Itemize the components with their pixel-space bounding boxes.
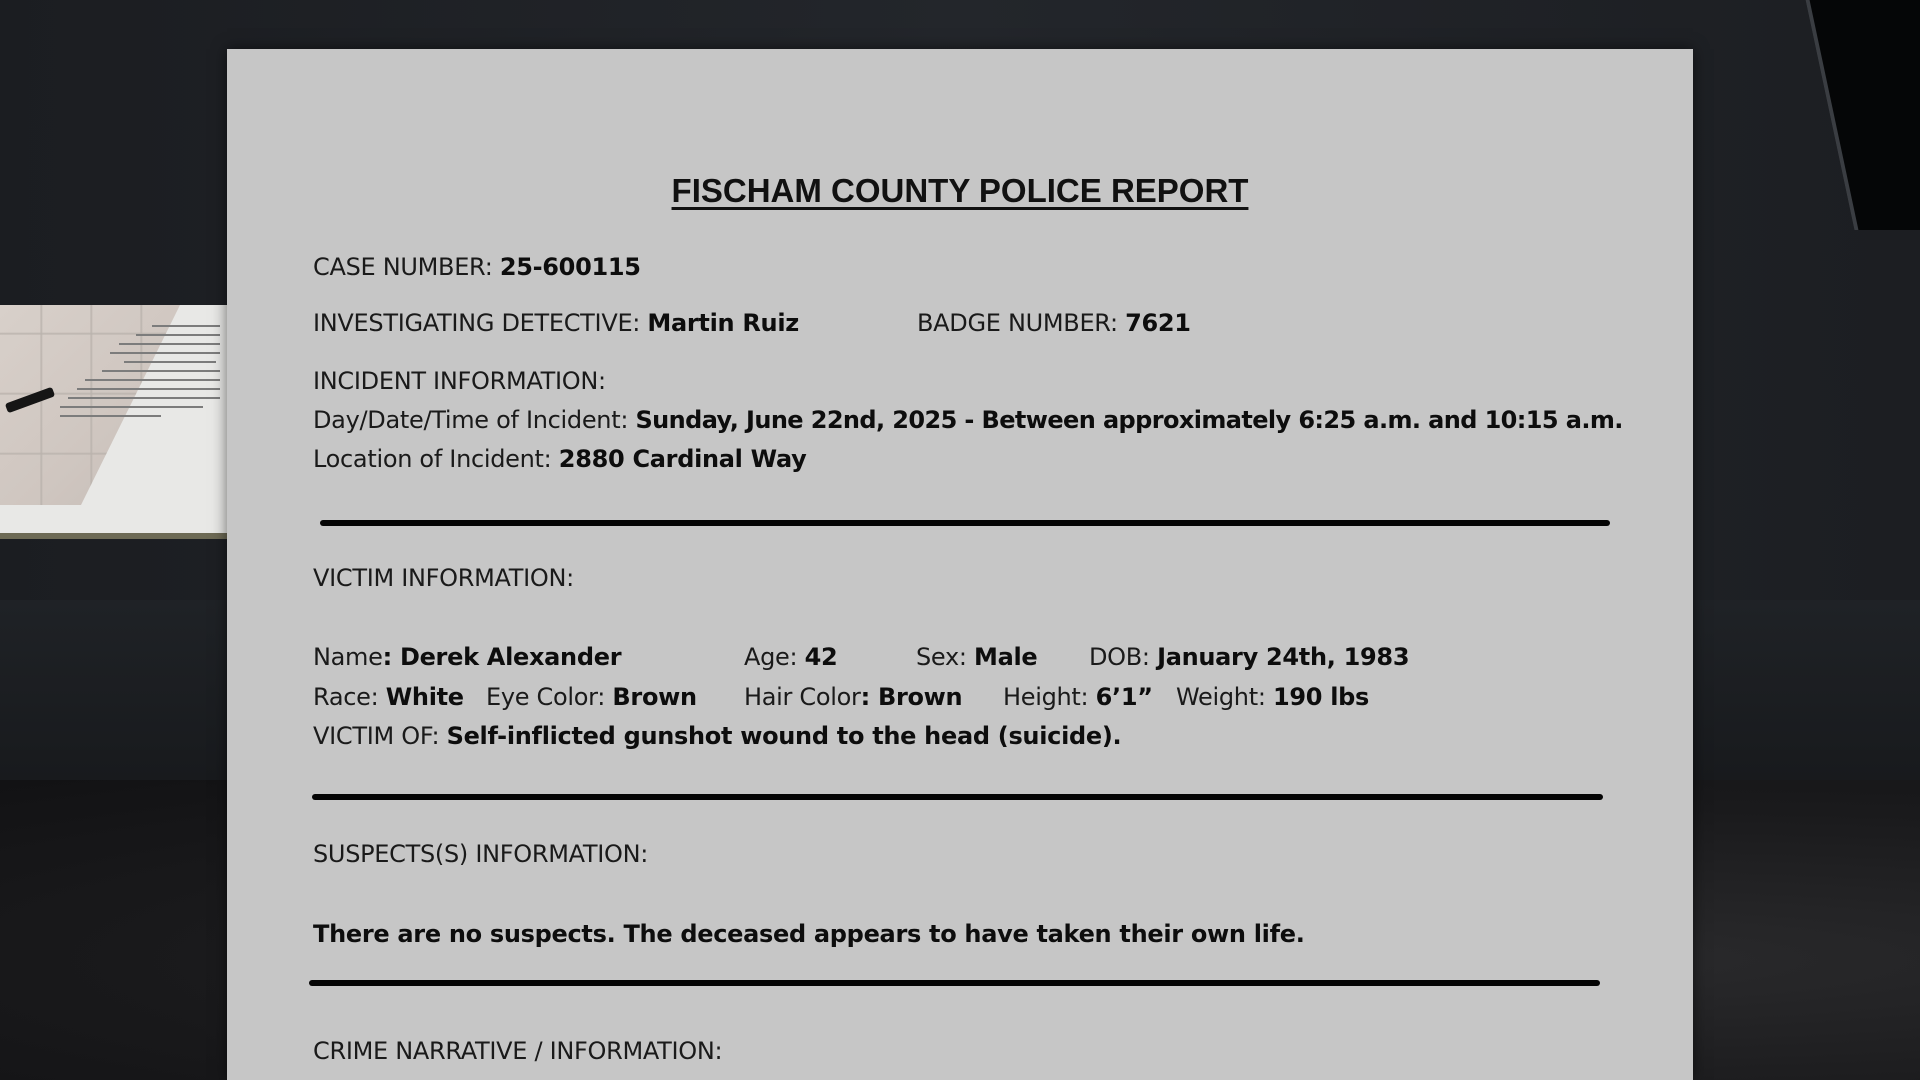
victim-name-line bbox=[313, 643, 621, 671]
narrative-heading: CRIME NARRATIVE / INFORMATION: bbox=[313, 1037, 723, 1065]
side-file-text bbox=[60, 325, 228, 475]
incident-location-label: Location of Incident: bbox=[313, 445, 559, 473]
case-number-line bbox=[313, 253, 641, 281]
victim-weight-label: Weight: bbox=[1176, 683, 1273, 711]
victim-dob-line bbox=[1089, 643, 1409, 671]
section-divider bbox=[309, 980, 1600, 986]
badge-label: BADGE NUMBER: bbox=[917, 309, 1126, 337]
victim-of-line bbox=[313, 722, 1121, 750]
victim-height-line bbox=[1003, 683, 1153, 711]
victim-eye-label: Eye Color: bbox=[486, 683, 613, 711]
victim-eye-line bbox=[486, 683, 697, 711]
victim-age-label: Age: bbox=[744, 643, 805, 671]
victim-dob-label: DOB: bbox=[1089, 643, 1158, 671]
victim-of-label: VICTIM OF: bbox=[313, 722, 447, 750]
victim-age-line bbox=[744, 643, 837, 671]
incident-datetime-value: Sunday, June 22nd, 2025 - Between approximately 6:25 a.m. and 10:15 a.m. bbox=[635, 406, 1623, 434]
victim-height-value: 6’1” bbox=[1095, 683, 1153, 711]
case-number-label: CASE NUMBER: bbox=[313, 253, 500, 281]
victim-height-label: Height: bbox=[1003, 683, 1096, 711]
case-number-value: 25-600115 bbox=[499, 253, 641, 281]
victim-sex-value: Male bbox=[974, 643, 1038, 671]
victim-eye-value: Brown bbox=[612, 683, 697, 711]
detective-label: INVESTIGATING DETECTIVE: bbox=[313, 309, 648, 337]
badge-line bbox=[917, 309, 1191, 337]
victim-sex-label: Sex: bbox=[916, 643, 974, 671]
victim-name-label: Name bbox=[313, 643, 383, 671]
detective-line bbox=[313, 309, 799, 337]
badge-value: 7621 bbox=[1125, 309, 1191, 337]
detective-value: Martin Ruiz bbox=[647, 309, 799, 337]
victim-race-label: Race: bbox=[313, 683, 386, 711]
victim-hair-label: Hair Color bbox=[744, 683, 861, 711]
incident-datetime-line bbox=[313, 406, 1623, 434]
suspects-text: There are no suspects. The deceased appears to have taken their own life. bbox=[313, 920, 1305, 948]
incident-location-value: 2880 Cardinal Way bbox=[558, 445, 807, 473]
victim-dob-value: January 24th, 1983 bbox=[1157, 643, 1410, 671]
victim-race-line bbox=[313, 683, 464, 711]
victim-heading: VICTIM INFORMATION: bbox=[313, 564, 574, 592]
victim-hair-value: : Brown bbox=[860, 683, 963, 711]
victim-name-value: : Derek Alexander bbox=[382, 643, 622, 671]
victim-hair-line bbox=[744, 683, 962, 711]
report-title: FISCHAM COUNTY POLICE REPORT bbox=[671, 172, 1249, 209]
incident-location-line bbox=[313, 445, 806, 473]
victim-weight-line bbox=[1176, 683, 1369, 711]
incident-heading: INCIDENT INFORMATION: bbox=[313, 367, 606, 395]
victim-weight-value: 190 lbs bbox=[1272, 683, 1369, 711]
victim-age-value: 42 bbox=[804, 643, 838, 671]
section-divider bbox=[312, 794, 1603, 800]
police-report-document[interactable] bbox=[227, 49, 1693, 1080]
victim-sex-line bbox=[916, 643, 1037, 671]
victim-race-value: White bbox=[385, 683, 464, 711]
section-divider bbox=[320, 520, 1610, 526]
incident-datetime-label: Day/Date/Time of Incident: bbox=[313, 406, 636, 434]
victim-of-value: Self-inflicted gunshot wound to the head (suicide). bbox=[446, 722, 1122, 750]
suspects-heading: SUSPECTS(S) INFORMATION: bbox=[313, 840, 649, 868]
